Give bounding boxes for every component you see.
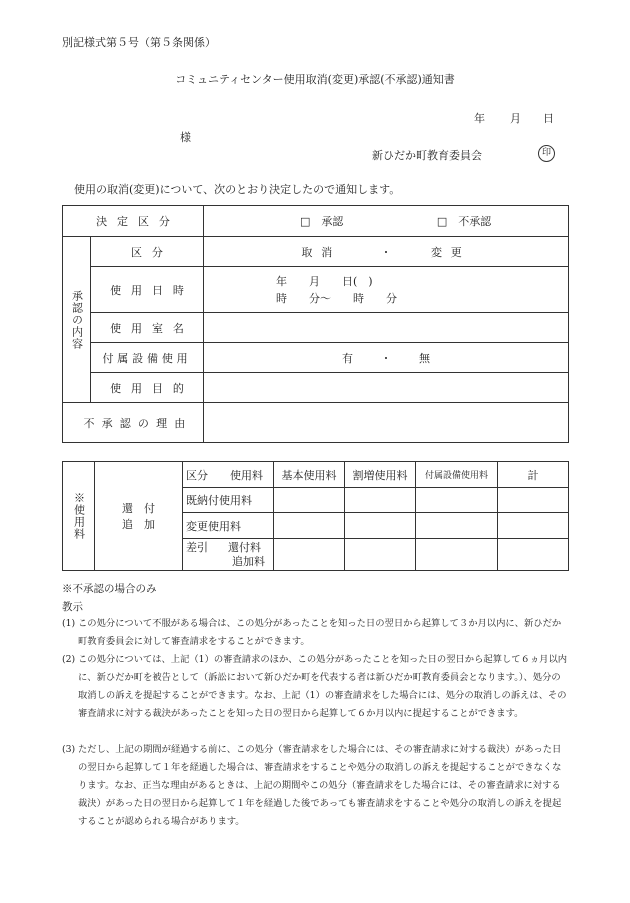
decision-label: 決定区分 xyxy=(63,206,204,237)
datetime-value xyxy=(204,267,569,313)
fee-cell[interactable] xyxy=(274,539,345,571)
reject-only-note: ※不承認の場合のみ xyxy=(62,583,157,595)
equipment-values xyxy=(204,343,569,373)
instruction-item-2 xyxy=(62,651,568,723)
document-title: コミュニティセンター使用取消(変更)承認(不承認)通知書 xyxy=(175,73,455,86)
category-change[interactable]: 変更 xyxy=(431,245,471,259)
reject-checkbox[interactable]: □ 不承認 xyxy=(436,215,492,228)
fee-cell[interactable] xyxy=(498,513,569,539)
category-values xyxy=(204,237,569,267)
fee-cell[interactable] xyxy=(345,539,416,571)
fee-cell[interactable] xyxy=(274,513,345,539)
content-group-cell xyxy=(63,237,91,403)
row-paid-label: 既納付使用料 xyxy=(183,488,274,513)
row-diff-cell xyxy=(183,539,274,571)
instruction-item-1 xyxy=(62,615,568,651)
purpose-label: 使用目的 xyxy=(91,373,204,403)
datetime-line1: 年 月 日( ) xyxy=(276,274,373,288)
room-label: 使用室名 xyxy=(91,313,204,343)
fee-header-category: 区分 使用料 xyxy=(183,462,274,488)
instruction-text: この処分について不服がある場合は、この処分があったことを知った日の翌日から起算して３か月以内に、新ひだか町教育委員会に対して審査請求をすることができます。 xyxy=(78,618,562,647)
additional-label: 追 加 xyxy=(122,518,155,531)
instruction-num: (1) xyxy=(62,618,76,629)
issuer-name: 新ひだか町教育委員会 xyxy=(372,149,482,162)
instruction-text: ただし、上記の期間が経過する前に、この処分（審査請求をした場合には、その審査請求に対する裁決）があった日の翌日から起算して１年を経過した場合は、審査請求をすることや処分の取消しの訴えを提起することができなくなります。なお、正当な理由があるときは、上記の期間やこの処分（審査請求をした場合には、その審査請求に対する裁決）があった日の翌日から起算して１年を経過した後であっても審査請求をすることや処分の取消しの訴えを提起することが認められる場合があります。 xyxy=(78,744,562,827)
fee-cell[interactable] xyxy=(416,488,498,513)
reject-reason-label: 不承認の理由 xyxy=(63,403,204,443)
row-diff-refund: 還付料 xyxy=(228,540,261,554)
datetime-line2: 時 分～ 時 分 xyxy=(276,291,397,305)
reject-reason-value[interactable] xyxy=(204,403,569,443)
fee-cell[interactable] xyxy=(498,539,569,571)
row-diff-additional: 追加料 xyxy=(232,554,265,568)
fee-cell[interactable] xyxy=(498,488,569,513)
datetime-label: 使用日時 xyxy=(91,267,204,313)
date-day: 日 xyxy=(543,112,554,125)
equipment-no[interactable]: 無 xyxy=(419,351,430,365)
seal-stamp: 印 xyxy=(538,145,555,162)
fee-header-total: 計 xyxy=(498,462,569,488)
approve-checkbox[interactable]: □ 承認 xyxy=(300,215,344,228)
fee-header-surcharge: 割増使用料 xyxy=(345,462,416,488)
fee-side-label: ※使用料 xyxy=(72,492,86,540)
room-value[interactable] xyxy=(204,313,569,343)
equipment-label: 付属設備使用 xyxy=(91,343,204,373)
category-separator: ・ xyxy=(380,245,392,259)
fee-cell[interactable] xyxy=(416,513,498,539)
purpose-value[interactable] xyxy=(204,373,569,403)
date-month: 月 xyxy=(510,112,521,125)
decision-table xyxy=(62,205,569,443)
fee-cell[interactable] xyxy=(345,488,416,513)
instruction-num: (2) xyxy=(62,654,76,665)
category-label: 区分 xyxy=(91,237,204,267)
equipment-separator: ・ xyxy=(380,351,392,365)
recipient-suffix: 様 xyxy=(180,131,191,144)
row-changed-label: 変更使用料 xyxy=(183,513,274,539)
refund-label: 還 付 xyxy=(122,502,155,515)
date-year: 年 xyxy=(474,112,485,125)
instruction-title: 教示 xyxy=(62,601,83,613)
instruction-num: (3) xyxy=(62,744,76,755)
instruction-item-3 xyxy=(62,741,568,831)
fee-cell[interactable] xyxy=(416,539,498,571)
intro-text: 使用の取消(変更)について、次のとおり決定したので通知します。 xyxy=(74,183,401,196)
refund-add-cell xyxy=(95,462,183,571)
fee-table xyxy=(62,461,569,571)
content-group-label: 承認の内容 xyxy=(70,289,84,350)
row-diff-label: 差引 xyxy=(186,540,208,554)
decision-options xyxy=(204,206,569,237)
fee-cell[interactable] xyxy=(274,488,345,513)
fee-header-basic: 基本使用料 xyxy=(274,462,345,488)
fee-cell[interactable] xyxy=(345,513,416,539)
category-cancel[interactable]: 取消 xyxy=(301,245,341,259)
form-number: 別記様式第５号（第５条関係） xyxy=(62,36,216,49)
fee-side-cell xyxy=(63,462,95,571)
equipment-yes[interactable]: 有 xyxy=(342,351,353,365)
instruction-text: この処分については、上記（1）の審査請求のほか、この処分があったことを知った日の翌日から起算して６ヵ月以内に、新ひだか町を被告として（訴訟において新ひだか町を代表する者は新ひだか町教育委員会となります。）、処分の取消しの訴えを提起することができます。なお、上記（1）の審査請求をした場合には、処分の取消しの訴えは、その審査請求に対する裁決があったことを知った日の翌日から起算して６か月以内に提起することができます。 xyxy=(78,654,568,719)
fee-header-equipment: 付属設備使用料 xyxy=(416,462,498,488)
